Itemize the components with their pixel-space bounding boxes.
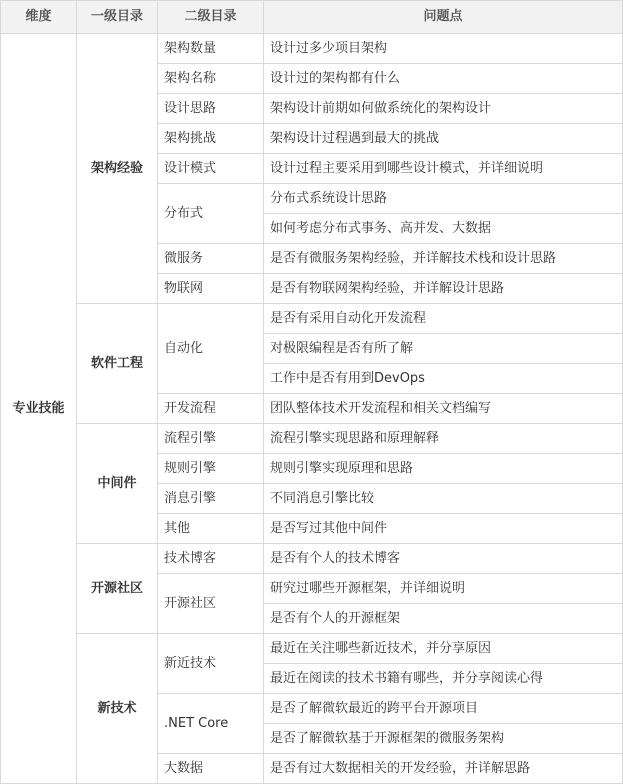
header-level1: 一级目录 [77,1,158,34]
level1-cell: 架构经验 [77,34,158,304]
level2-cell: 大数据 [158,754,264,784]
level2-cell: 新近技术 [158,634,264,694]
level2-cell: 设计模式 [158,154,264,184]
table-row [1,304,623,334]
level1-cell: 中间件 [77,424,158,544]
question-cell: 架构设计过程遇到最大的挑战 [264,124,623,154]
level2-cell: 技术博客 [158,544,264,574]
level2-cell: 架构挑战 [158,124,264,154]
level2-cell: 微服务 [158,244,264,274]
level1-cell: 软件工程 [77,304,158,424]
question-cell: 设计过程主要采用到哪些设计模式，并详细说明 [264,154,623,184]
level2-cell: 自动化 [158,304,264,394]
level2-cell: 流程引擎 [158,424,264,454]
question-cell: 不同消息引擎比较 [264,484,623,514]
table-row [1,544,623,574]
header-question: 问题点 [264,1,623,34]
question-cell: 是否写过其他中间件 [264,514,623,544]
question-cell: 是否有物联网架构经验，并详解设计思路 [264,274,623,304]
level1-cell: 开源社区 [77,544,158,634]
question-cell: 研究过哪些开源框架，并详细说明 [264,574,623,604]
table-body [1,34,623,784]
question-cell: 设计过多少项目架构 [264,34,623,64]
question-cell: 对极限编程是否有所了解 [264,334,623,364]
level2-cell: 规则引擎 [158,454,264,484]
table-row [1,634,623,664]
level2-cell: 架构名称 [158,64,264,94]
level2-cell: 开源社区 [158,574,264,634]
question-cell: 如何考虑分布式事务、高并发、大数据 [264,214,623,244]
dimension-cell: 专业技能 [1,34,77,784]
question-cell: 最近在关注哪些新近技术，并分享原因 [264,634,623,664]
question-cell: 是否有个人的开源框架 [264,604,623,634]
question-cell: 是否有个人的技术博客 [264,544,623,574]
question-cell: 架构设计前期如何做系统化的架构设计 [264,94,623,124]
level1-cell: 新技术 [77,634,158,784]
level2-cell: 开发流程 [158,394,264,424]
question-cell: 是否了解微软最近的跨平台开源项目 [264,694,623,724]
level2-cell: 物联网 [158,274,264,304]
question-cell: 分布式系统设计思路 [264,184,623,214]
table-row [1,34,623,64]
question-cell: 是否了解微软基于开源框架的微服务架构 [264,724,623,754]
question-cell: 是否有采用自动化开发流程 [264,304,623,334]
question-cell: 是否有微服务架构经验，并详解技术栈和设计思路 [264,244,623,274]
level2-cell: 消息引擎 [158,484,264,514]
header-dimension: 维度 [1,1,77,34]
table-row [1,424,623,454]
level2-cell: 其他 [158,514,264,544]
header-level2: 二级目录 [158,1,264,34]
question-cell: 规则引擎实现原理和思路 [264,454,623,484]
question-cell: 流程引擎实现思路和原理解释 [264,424,623,454]
question-cell: 是否有过大数据相关的开发经验，并详解思路 [264,754,623,784]
question-cell: 工作中是否有用到DevOps [264,364,623,394]
level2-cell: 架构数量 [158,34,264,64]
header-row [1,1,623,34]
question-cell: 团队整体技术开发流程和相关文档编写 [264,394,623,424]
level2-cell: 分布式 [158,184,264,244]
question-cell: 最近在阅读的技术书籍有哪些，并分享阅读心得 [264,664,623,694]
level2-cell: .NET Core [158,694,264,754]
level2-cell: 设计思路 [158,94,264,124]
question-cell: 设计过的架构都有什么 [264,64,623,94]
